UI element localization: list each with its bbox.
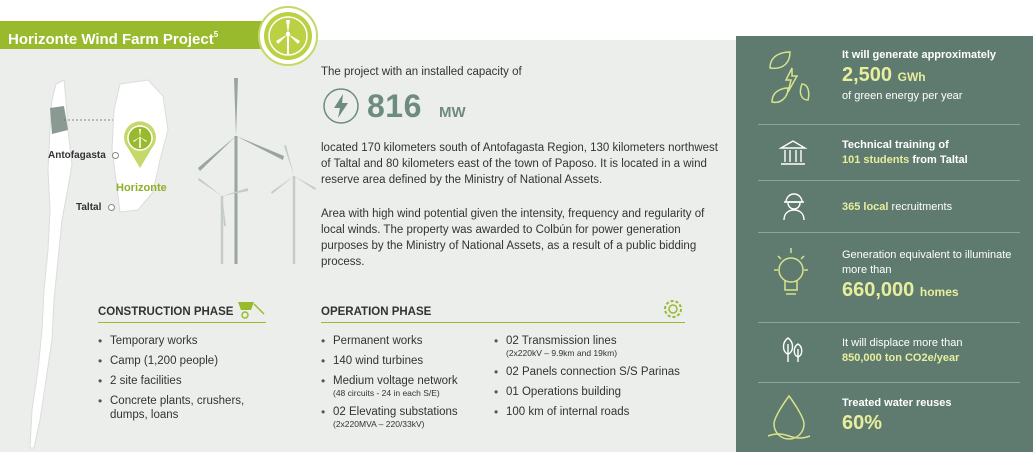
construction-phase-title: CONSTRUCTION PHASE xyxy=(98,306,234,318)
stat-homes xyxy=(842,248,1022,304)
stat-water-lead: Treated water reuses xyxy=(842,397,952,409)
trees-icon xyxy=(778,334,808,364)
stat-water-value: 60% xyxy=(842,412,883,434)
intro-paragraph-1: located 170 kilometers south of Antofagasta Region, 130 kilometers northwest of Taltal and 80 kilometers east of the town of Paposo. It is located in a wind reserve area defined by the Ministry of National Assets. xyxy=(321,142,718,186)
list-item: • Camp (1,200 people) xyxy=(98,354,268,368)
stat-energy-unit: GWh xyxy=(897,70,926,84)
stat-energy-value: 2,500 xyxy=(842,64,893,86)
stats-divider xyxy=(758,382,1020,383)
institution-icon xyxy=(778,138,808,168)
stat-training-value: 101 students xyxy=(842,154,910,166)
page-title xyxy=(0,21,268,49)
stat-training xyxy=(842,138,1027,168)
capacity-unit: MW xyxy=(439,104,466,121)
operation-list-col1 xyxy=(321,334,486,436)
stat-water xyxy=(842,396,1027,435)
location-pin-icon xyxy=(120,120,160,170)
operation-phase-title: OPERATION PHASE xyxy=(321,306,432,318)
wind-turbines-illustration xyxy=(190,76,320,266)
stats-divider xyxy=(758,232,1020,233)
map-label-antofagasta: Antofagasta xyxy=(48,150,106,161)
stat-homes-value: 660,000 xyxy=(842,279,915,301)
stat-co2-lead: It will displace more than xyxy=(842,337,963,349)
stat-recruit-tail: recruitments xyxy=(891,201,953,213)
intro-paragraph-2: Area with high wind potential given the intensity, frequency and regularity of local winds. The property was awarded to Colbún for power generation purposes by the Ministry of National Assets, as a result of a public bidding process. xyxy=(321,208,705,268)
lightning-bolt-icon xyxy=(321,86,361,126)
stats-divider xyxy=(758,322,1020,323)
list-item: • 140 wind turbines xyxy=(321,354,486,368)
gear-icon xyxy=(662,298,684,320)
list-item: • Temporary works xyxy=(98,334,268,348)
list-item: • 2 site facilities xyxy=(98,374,268,388)
light-bulb-icon xyxy=(770,244,812,310)
capacity-block xyxy=(321,86,466,132)
map-dot-taltal xyxy=(108,204,115,211)
stat-energy-tail: of green energy per year xyxy=(842,90,963,102)
title-superscript: 5 xyxy=(213,30,219,39)
map-label-taltal: Taltal xyxy=(76,202,102,213)
worker-helmet-icon xyxy=(780,190,808,222)
water-drop-icon xyxy=(766,392,812,444)
wind-turbine-icon xyxy=(266,14,310,58)
map-label-horizonte: Horizonte xyxy=(116,182,167,194)
stat-recruit xyxy=(842,200,1027,215)
stat-co2-value: 850,000 ton CO2e/year xyxy=(842,352,960,364)
stat-homes-lead: Generation equivalent to illuminate more than xyxy=(842,249,1012,276)
list-item: • 100 km of internal roads xyxy=(494,405,714,419)
list-item: • Permanent works xyxy=(321,334,486,348)
list-item: • 02 Elevating substations (2x220MVA – 220/33kV) xyxy=(321,405,486,430)
map-dot-antofagasta xyxy=(112,152,119,159)
wind-turbine-badge xyxy=(258,6,318,66)
capacity-value: 816 xyxy=(367,88,422,124)
stats-divider xyxy=(758,180,1020,181)
leaf-energy-icon xyxy=(764,48,812,108)
stat-training-tail: from Taltal xyxy=(912,154,968,166)
stat-recruit-value: 365 local xyxy=(842,201,889,213)
operation-list-col2 xyxy=(494,334,714,425)
operation-divider xyxy=(321,322,685,323)
construction-list xyxy=(98,334,268,428)
list-item: • 02 Panels connection S/S Parinas xyxy=(494,365,714,379)
wheelbarrow-icon xyxy=(236,296,266,322)
list-item: • Medium voltage network (48 circuits - 24 in each S/E) xyxy=(321,374,486,399)
list-item: • 02 Transmission lines (2x220kV – 9.9km and 19km) xyxy=(494,334,714,359)
stat-energy-lead: It will generate approximately xyxy=(842,49,997,61)
stat-co2 xyxy=(842,336,1027,366)
list-item: • 01 Operations building xyxy=(494,385,714,399)
construction-divider xyxy=(98,322,266,323)
list-item: • Concrete plants, crushers, dumps, loans xyxy=(98,394,268,422)
stat-training-lead: Technical training of xyxy=(842,139,949,151)
stat-homes-unit: homes xyxy=(919,285,959,299)
stats-divider xyxy=(758,124,1020,125)
intro-lead: The project with an installed capacity of xyxy=(321,66,522,78)
page-title-text: Horizonte Wind Farm Project xyxy=(8,31,214,48)
stat-energy xyxy=(842,48,1027,104)
